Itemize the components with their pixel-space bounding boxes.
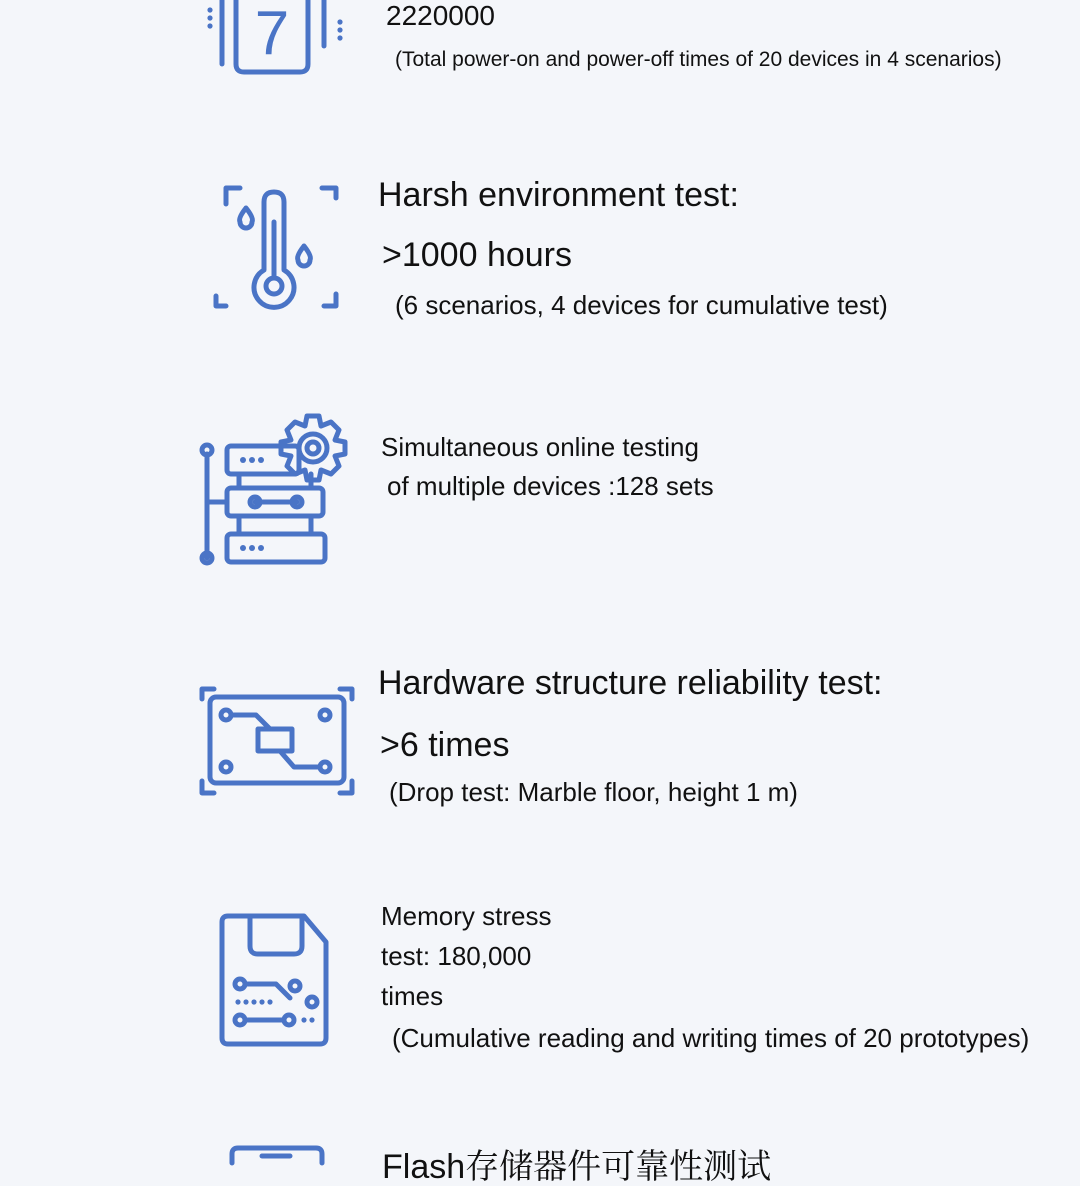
memory-line2: test: 180,000 bbox=[381, 941, 532, 971]
memory-note: (Cumulative reading and writing times of 20 prototypes) bbox=[392, 1023, 1030, 1053]
harsh-env-title: Harsh environment test: bbox=[378, 176, 739, 214]
partial-icon bbox=[228, 1144, 328, 1163]
power-cycles-value: 2220000 bbox=[386, 0, 496, 31]
multi-device-line1: Simultaneous online testing bbox=[381, 432, 699, 462]
hardware-note: (Drop test: Marble floor, height 1 m) bbox=[389, 777, 798, 807]
hardware-title: Hardware structure reliability test: bbox=[378, 664, 883, 702]
power-cycles-note: (Total power-on and power-off times of 20 devices in 4 scenarios) bbox=[395, 48, 1002, 71]
memory-line3: times bbox=[381, 981, 444, 1011]
multi-device-line2: of multiple devices :128 sets bbox=[387, 471, 714, 501]
hardware-value: >6 times bbox=[380, 726, 510, 764]
harsh-env-value: >1000 hours bbox=[382, 236, 572, 274]
harsh-env-note: (6 scenarios, 4 devices for cumulative test) bbox=[395, 290, 888, 320]
memory-line1: Memory stress bbox=[381, 901, 552, 931]
flash-test-title: Flash存储器件可靠性测试 bbox=[382, 1148, 772, 1186]
calendar-icon bbox=[200, 0, 350, 80]
server-gear-icon bbox=[195, 410, 355, 570]
circuit-board-icon bbox=[198, 685, 356, 797]
memory-card-icon bbox=[218, 910, 334, 1050]
thermometer-icon bbox=[212, 184, 340, 312]
svg-text:7: 7 bbox=[254, 0, 290, 68]
